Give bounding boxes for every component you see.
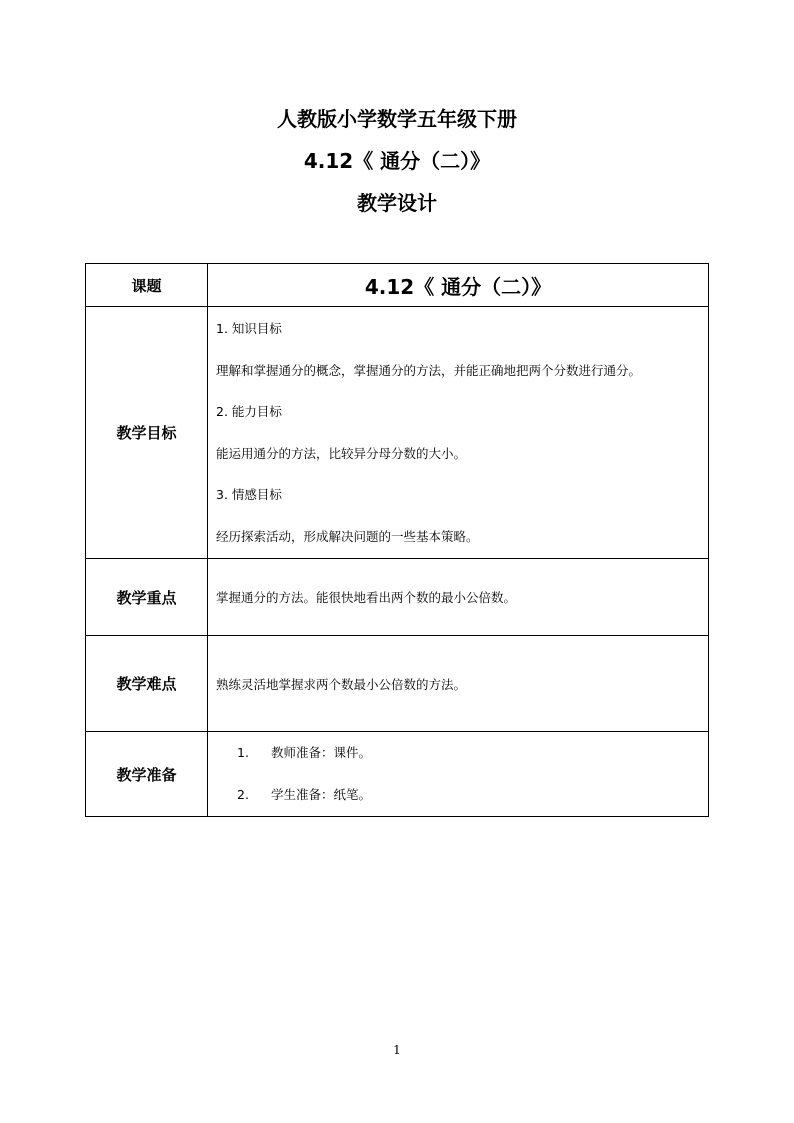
topic-row xyxy=(86,264,709,307)
objective-line: 3. 情感目标 xyxy=(216,487,282,502)
objective-line: 1. 知识目标 xyxy=(216,321,282,336)
objectives-content xyxy=(208,307,709,559)
preparation-item-text: 学生准备：纸笔。 xyxy=(271,787,372,802)
page-number: 1 xyxy=(393,1043,401,1057)
key-points-row xyxy=(86,559,709,636)
lesson-title: 4.12《 通分（二）》 xyxy=(303,149,491,173)
difficulties-text: 熟练灵活地掌握求两个数最小公倍数的方法。 xyxy=(208,636,709,732)
objectives-label: 教学目标 xyxy=(86,307,208,559)
preparation-item-text: 教师准备：课件。 xyxy=(271,745,372,760)
topic-label: 课题 xyxy=(86,264,208,307)
objective-line: 经历探索活动，形成解决问题的一些基本策略。 xyxy=(216,528,479,544)
difficulties-row xyxy=(86,636,709,732)
objectives-row xyxy=(86,307,709,559)
lesson-plan-table xyxy=(85,263,709,817)
document-title: 人教版小学数学五年级下册 xyxy=(277,107,517,131)
objective-line: 理解和掌握通分的概念，掌握通分的方法，并能正确地把两个分数进行通分。 xyxy=(216,362,642,378)
preparation-item-number: 1. xyxy=(237,745,249,760)
key-points-text: 掌握通分的方法。能很快地看出两个数的最小公倍数。 xyxy=(208,559,709,636)
document-subtitle: 教学设计 xyxy=(357,191,437,215)
preparation-content xyxy=(208,732,709,817)
preparation-row xyxy=(86,732,709,817)
objective-line: 能运用通分的方法，比较异分母分数的大小。 xyxy=(216,445,467,461)
preparation-item-number: 2. xyxy=(237,787,249,802)
topic-value: 4.12《 通分（二）》 xyxy=(208,264,709,307)
objective-line: 2. 能力目标 xyxy=(216,404,282,419)
preparation-label: 教学准备 xyxy=(86,732,208,817)
key-points-label: 教学重点 xyxy=(86,559,208,636)
preparation-item xyxy=(216,732,708,774)
preparation-item xyxy=(216,774,708,816)
difficulties-label: 教学难点 xyxy=(86,636,208,732)
